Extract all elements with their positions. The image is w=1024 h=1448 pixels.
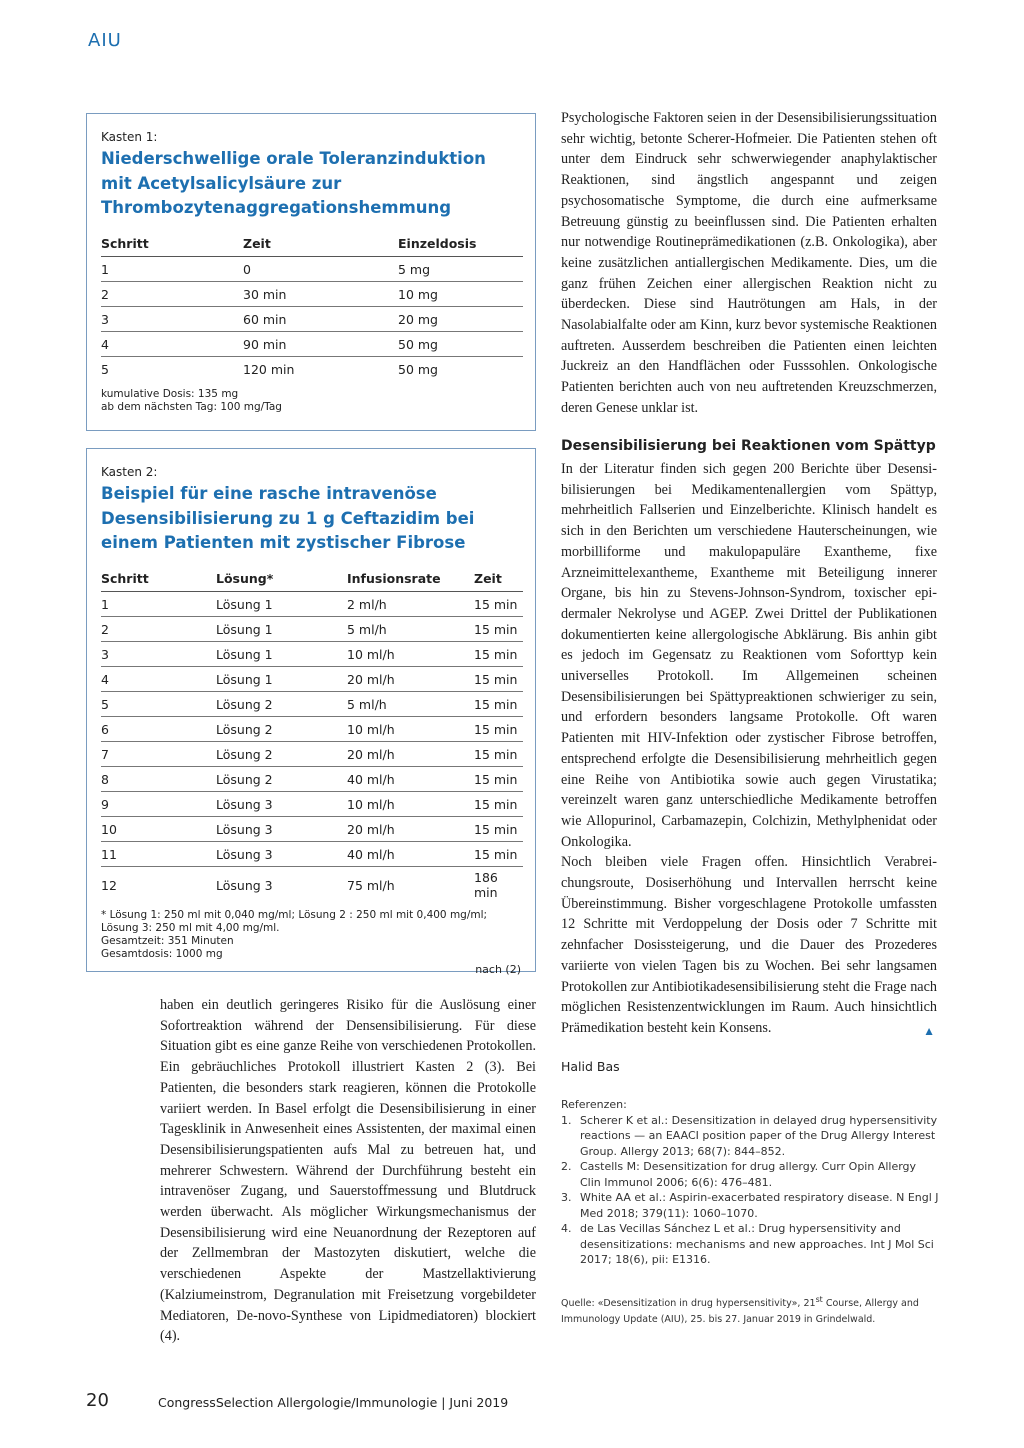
table-cell: 8 — [101, 767, 216, 792]
table-cell: 5 ml/h — [347, 692, 474, 717]
footnote-line: kumulative Dosis: 135 mg — [101, 387, 239, 400]
table-row — [101, 742, 523, 767]
end-triangle-icon: ▲ — [923, 1023, 935, 1038]
table-cell: 40 ml/h — [347, 767, 474, 792]
table-cell: 20 ml/h — [347, 817, 474, 842]
reference-number: 2. — [561, 1160, 572, 1173]
publication-line: CongressSelection Allergologie/Immunologie | Juni 2019 — [158, 1395, 509, 1410]
table-cell: 5 — [101, 692, 216, 717]
table-cell: 10 ml/h — [347, 792, 474, 817]
reference-number: 3. — [561, 1191, 572, 1204]
column-header: Zeit — [474, 570, 523, 592]
table-cell: 10 ml/h — [347, 717, 474, 742]
table-cell: 15 min — [474, 717, 523, 742]
table-cell: 3 — [101, 307, 243, 332]
source-suffix: Course, Allergy and Immunology Update (AIU), 25. bis 27. Januar 2019 in Grindelwald. — [561, 1298, 919, 1326]
table-cell: 15 min — [474, 817, 523, 842]
table-cell: 10 ml/h — [347, 642, 474, 667]
box-1-footnote — [101, 388, 521, 414]
table-cell: Lösung 1 — [216, 592, 347, 617]
table-row — [101, 792, 523, 817]
footnote-line: Lösung 3: 250 ml mit 4,00 mg/ml. — [101, 922, 280, 934]
table-cell: Lösung 2 — [216, 767, 347, 792]
table-cell: 4 — [101, 332, 243, 357]
box-1 — [86, 113, 536, 431]
table-cell: 4 — [101, 667, 216, 692]
table-row — [101, 817, 523, 842]
paragraph-3-text: Noch bleiben viele Fragen offen. Hinsichtlich Verabreichungsroute, Dosiserhöhung und Intervallen herrscht keine Übereinstimmung. Bisher vorgeschlagene Protokolle umfassten 12 Schritte mit Verdoppelung der Dosis oder 7 Schritte mit zehnfacher Dosissteigerung, und die Dauer des Prozederes variierte von vielen Tagen bis zu Wochen. Bei sehr langsamen Protokollen zur Antibiotikadesensibilisierung steht die Frage nach möglichen Resistenzentwicklungen im Raum. Auch hinsichtlich Prämedikation besteht kein Konsens. — [561, 854, 937, 1036]
table-cell: 15 min — [474, 842, 523, 867]
table-header-row — [101, 235, 523, 257]
table-cell: 15 min — [474, 792, 523, 817]
source-superscript: st — [815, 1295, 823, 1304]
box-2-footnote — [101, 909, 521, 961]
table-cell: 15 min — [474, 642, 523, 667]
table-cell: 40 ml/h — [347, 842, 474, 867]
right-body-block — [561, 459, 937, 1042]
table-cell: 20 ml/h — [347, 667, 474, 692]
source-prefix: Quelle: «Desensitization in drug hypersensitivity», 21 — [561, 1298, 816, 1310]
table-cell: 20 ml/h — [347, 742, 474, 767]
page-number: 20 — [86, 1390, 109, 1411]
references — [561, 1097, 939, 1268]
table-cell: 5 mg — [398, 257, 523, 282]
column-header: Zeit — [243, 235, 398, 257]
footnote-line: ab dem nächsten Tag: 100 mg/Tag — [101, 400, 282, 413]
table-cell: 50 mg — [398, 361, 438, 377]
reference-item — [561, 1190, 939, 1221]
column-header: Schritt — [101, 235, 243, 257]
box-2 — [86, 448, 536, 976]
box-1-table — [101, 235, 523, 382]
table-cell: Lösung 3 — [216, 817, 347, 842]
left-body-paragraph: haben ein deutlich geringeres Risiko für die Auslösung einer Sofortreaktion während der Densensibilisierung. Für diese Situation gibt es eine ganze Reihe von verschiedenen Protokollen. Ein gebräuchliches Protokoll illustriert Kasten 2 (3). Bei Patienten, die besonders stark reagieren, können die Protokolle variiert werden. In Basel erfolgt die Desensibilisierung in einer Tagesklinik in Anwesenheit eines Assistenten, der maximal einen Desensibilisierungspatienten aufs Mal zu betreuen hat, und mehrerer Schwestern. Während der Durchführung besteht ein intravenöser Zugang, und Sauerstoffmessung und Blutdruck werden überwacht. Als möglicher Wirkungsmechanismus der Desensibilisierung wird eine Neuanordnung der Rezeptoren auf der Zellmembran der Mastozyten diskutiert, welche die verschiedenen Aspekte der Mastzellaktivierung (Kalziumeinstrom, Degranulation mit Freisetzung vorgebildeter Mediatoren, De-novo-Synthese von Lipidmediatoren) blockiert (4). — [160, 997, 536, 1345]
table-cell: 120 min — [243, 361, 295, 377]
box-2-label: Kasten 2: — [101, 465, 158, 479]
reference-item — [561, 1113, 939, 1160]
section-heading: Desensibilisierung bei Reaktionen vom Spättyp — [561, 438, 936, 454]
table-cell: 30 min — [243, 282, 398, 307]
table-cell: Lösung 2 — [216, 742, 347, 767]
table-cell: 11 — [101, 842, 216, 867]
table-cell: 5 — [101, 361, 109, 377]
table-row — [101, 692, 523, 717]
table-cell: 15 min — [474, 692, 523, 717]
footnote-line: Gesamtzeit: 351 Minuten — [101, 935, 234, 947]
table-cell: 2 — [101, 282, 243, 307]
table-row — [101, 642, 523, 667]
column-header: Lösung* — [216, 570, 347, 592]
table-cell: Lösung 2 — [216, 692, 347, 717]
table-cell: 50 mg — [398, 332, 523, 357]
reference-item — [561, 1159, 939, 1190]
box-1-label: Kasten 1: — [101, 130, 158, 144]
table-cell: 186 min — [474, 870, 498, 900]
table-cell: 3 — [101, 642, 216, 667]
right-body-paragraph-1: Psychologische Faktoren seien in der Desensibilisierungssituation sehr wichtig, betonte Scherer-Hofmeier. Die Patienten stehen oft unter dem Eindruck sehr schwerwiegender anaphylaktischer Reaktionen, sind ängstlich angespannt und zeigen psychosomatische Symptome, die durch eine aufmerksame Betreuung günstig zu beeinflussen sind. Die Patienten erhalten nur notwendige Routineprämedikationen (z.B. Onkologika), aber keine zusätzlichen antiallergischen Medikamente. Dies, um die ganz frühen Zeichen einer allergischen Reaktion nicht zu überdecken. Diese sind Hautrötungen am Hals, in der Nasolabialfalte oder am Kinn, kurz bevor systemische Reaktionen auftreten. Ausserdem beschreiben die Patienten einen leichten Juckreiz an den Handflächen oder Fusssohlen. Onkologische Patienten berichten auch von neu auftretenden Kreuzschmerzen, deren Genese unklar ist. — [561, 110, 937, 416]
table-row — [101, 257, 523, 282]
table-row — [101, 867, 523, 904]
table-cell: 15 min — [474, 767, 523, 792]
table-row — [101, 617, 523, 642]
author-name: Halid Bas — [561, 1059, 620, 1074]
table-row — [101, 592, 523, 617]
box-2-source-note: nach (2) — [475, 963, 521, 976]
table-cell: Lösung 1 — [216, 667, 347, 692]
table-cell: Lösung 3 — [216, 877, 273, 893]
table-cell: 6 — [101, 717, 216, 742]
table-header-row — [101, 570, 523, 592]
table-cell: 10 mg — [398, 282, 523, 307]
table-cell: 90 min — [243, 332, 398, 357]
table-cell: 12 — [101, 877, 117, 893]
table-row — [101, 307, 523, 332]
table-cell: 7 — [101, 742, 216, 767]
table-cell: 2 — [101, 617, 216, 642]
table-row — [101, 282, 523, 307]
table-cell: Lösung 1 — [216, 617, 347, 642]
references-title: Referenzen: — [561, 1098, 627, 1111]
table-cell: 9 — [101, 792, 216, 817]
table-row — [101, 667, 523, 692]
table-cell: 60 min — [243, 307, 398, 332]
section-tag: AIU — [88, 30, 122, 51]
reference-text: Scherer K et al.: Desensitization in delayed drug hypersensitivity reactions — an EAACI position paper of the Drug Allergy Interest Group. Allergy 2013; 68(7): 844–852. — [580, 1113, 938, 1158]
table-cell: Lösung 1 — [216, 642, 347, 667]
table-cell: 1 — [101, 592, 216, 617]
table-cell: 75 ml/h — [347, 877, 395, 893]
table-cell: 1 — [101, 257, 243, 282]
box-1-title: Niederschwellige orale Toleranzinduktion mit Acetylsalicylsäure zur Thrombozytenaggregationshemmung — [101, 149, 486, 217]
column-header: Schritt — [101, 570, 216, 592]
table-cell: Lösung 2 — [216, 717, 347, 742]
reference-item — [561, 1221, 939, 1268]
box-2-title: Beispiel für eine rasche intravenöse Desensibilisierung zu 1 g Ceftazidim bei einem Patienten mit zystischer Fibrose — [101, 484, 475, 552]
table-cell: Lösung 3 — [216, 792, 347, 817]
right-body-paragraph-2: In der Literatur finden sich gegen 200 Berichte über Desensibilisierungen bei Medikamentenallergien vom Spättyp, mehrheitlich Fallserien und Einzelberichte. Klinisch handelt es sich in den Berichten um verschiedene Hauterscheinungen, wie morbilliforme und makulopapuläre Exantheme, fixe Arzneimittelexantheme, Exantheme mit Beteiligung innerer Organe, bis hin zu Stevens-Johnson-Syndrom, toxischer epidermaler Nekrolyse und AGEP. Zwei Drittel der Publikationen dokumentierten keine allergologische Abklärung. Bis anhin gibt es jedoch im Gegensatz zu Reaktionen vom Soforttyp kein universelles Protokoll. Im Allgemeinen scheinen Desensibilisierungen bei Spättypreaktionen schwieriger zu sein, und erfordern besonders langsame Protokolle. Oft waren Patienten mit HIV-Infektion oder zystischer Fibrose betroffen, entsprechend erfolgte die Desensibilisierung mehrheitlich gegen eine Reihe von Antibiotika sowie auch gegen Virustatika; vereinzelt waren ganz unterschiedliche Medikamente betroffen wie Allopurinol, Carbamazepin, Colchizin, Methylphenidat oder Onkologika. — [561, 461, 937, 850]
box-2-table — [101, 570, 523, 904]
table-cell: 15 min — [474, 592, 523, 617]
right-body-paragraph-3 — [561, 852, 937, 1038]
column-header: Infusionsrate — [347, 570, 474, 592]
reference-number: 4. — [561, 1222, 572, 1235]
table-cell: 10 — [101, 817, 216, 842]
table-row — [101, 357, 523, 382]
reference-text: Castells M: Desensitization for drug allergy. Curr Opin Allergy Clin Immunol 2006; 6(6): 476–481. — [580, 1160, 917, 1189]
table-row — [101, 717, 523, 742]
table-cell: Lösung 3 — [216, 842, 347, 867]
table-row — [101, 842, 523, 867]
reference-text: de Las Vecillas Sánchez L et al.: Drug hypersensitivity and desensitizations: mechanisms and new approaches. Int J Mol Sci 2017; 18(6), pii: E1316. — [580, 1222, 934, 1266]
table-cell: 20 mg — [398, 307, 523, 332]
table-cell: 15 min — [474, 617, 523, 642]
table-cell: 2 ml/h — [347, 592, 474, 617]
reference-number: 1. — [561, 1113, 572, 1127]
footnote-line: Gesamtdosis: 1000 mg — [101, 948, 223, 960]
table-cell: 15 min — [474, 667, 523, 692]
column-header: Einzeldosis — [398, 235, 523, 257]
table-cell: 0 — [243, 257, 398, 282]
reference-text: White AA et al.: Aspirin-exacerbated respiratory disease. N Engl J Med 2018; 379(11): 1060–1070. — [580, 1191, 939, 1220]
table-row — [101, 332, 523, 357]
table-cell: 5 ml/h — [347, 617, 474, 642]
table-cell: 15 min — [474, 742, 523, 767]
source-note — [561, 1292, 939, 1328]
footnote-line: * Lösung 1: 250 ml mit 0,040 mg/ml; Lösung 2 : 250 ml mit 0,400 mg/ml; — [101, 909, 488, 921]
table-row — [101, 767, 523, 792]
